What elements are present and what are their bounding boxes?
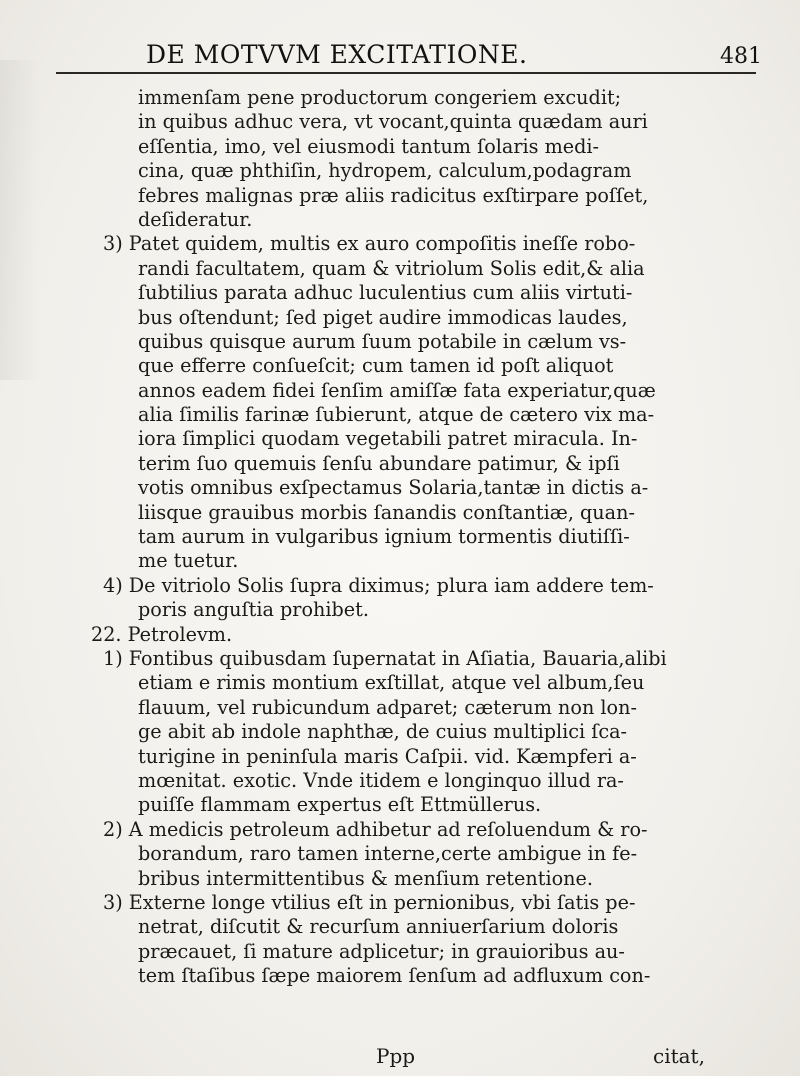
text-line: tem ſtaſibus ſæpe maiorem ſenſum ad adfluxum con- — [138, 964, 651, 988]
signature-mark: Ppp — [376, 1044, 416, 1068]
text-line: turigine in peninſula maris Caſpii. vid. Kæmpferi a- — [138, 744, 637, 768]
text-line: liisque grauibus morbis ſanandis conſtantiæ, quan- — [138, 500, 635, 524]
page-number: 481 — [720, 44, 762, 69]
text-line: randi facultatem, quam & vitriolum Solis edit,& alia — [138, 256, 645, 280]
text-line: tam aurum in vulgaribus ignium tormentis diutiſſi- — [138, 525, 630, 549]
text-line: iora ſimplici quodam vegetabili patret miracula. In- — [138, 427, 638, 451]
text-line: netrat, diſcutit & recurſum anniuerſarium doloris — [138, 915, 619, 939]
text-line: bribus intermittentibus & menſium retentione. — [138, 866, 593, 890]
text-line: ge abit ab indole naphthæ, de cuius multiplici ſca- — [138, 720, 628, 744]
text-line: 3) Patet quidem, multis ex auro compoſitis ineſſe robo- — [103, 232, 636, 256]
text-line: ſubtilius parata adhuc luculentius cum aliis virtuti- — [138, 281, 633, 305]
text-line: 4) De vitriolo Solis ſupra diximus; plura iam addere tem- — [103, 573, 654, 597]
catchword: citat, — [653, 1044, 705, 1068]
text-line: 2) A medicis petroleum adhibetur ad reſoluendum & ro- — [103, 817, 648, 841]
text-line: etiam e rimis montium exſtillat, atque vel album,ſeu — [138, 671, 645, 695]
text-line: alia ſimilis farinæ ſubierunt, atque de cætero vix ma- — [138, 403, 655, 427]
text-line: in quibus adhuc vera, vt vocant,quinta quædam auri — [138, 110, 648, 134]
body-text — [91, 86, 780, 988]
text-line: eſſentia, imo, vel eiusmodi tantum ſolaris medi- — [138, 134, 600, 158]
page-header — [146, 38, 776, 78]
text-line: cina, quæ phthiſin, hydropem, calculum,podagram — [138, 159, 632, 183]
text-line: deſideratur. — [138, 207, 253, 231]
text-line: 22. Petrolevm. — [91, 622, 233, 646]
text-line: votis omnibus exſpectamus Solaria,tantæ in dictis a- — [138, 476, 649, 500]
header-rule — [56, 72, 756, 74]
text-line: immenſam pene productorum congeriem excudit; — [138, 86, 622, 109]
text-line: annos eadem fidei ſenſim amiſſæ fata experiatur,quæ — [138, 378, 656, 402]
text-line: poris anguſtia prohibet. — [138, 598, 369, 622]
text-line: 3) Externe longe vtilius eſt in pernionibus, vbi ſatis pe- — [103, 890, 636, 914]
page-shadow — [0, 60, 40, 380]
text-line: quibus quisque aurum ſuum potabile in cælum vs- — [138, 329, 627, 353]
text-line: bus oſtendunt; ſed piget audire immodicas laudes, — [138, 305, 628, 329]
text-line: puiſſe flammam expertus eſt Ettmüllerus. — [138, 793, 542, 817]
text-line: 1) Fontibus quibusdam ſupernatat in Aſiatia, Bauaria,alibi — [103, 646, 667, 670]
text-line: terim ſuo quemuis ſenſu abundare patimur, & ipſi — [138, 451, 620, 475]
text-line: mœnitat. exotic. Vnde itidem e longinquo illud ra- — [138, 768, 624, 792]
text-line: febres malignas præ aliis radicitus exſtirpare poſſet, — [138, 183, 649, 207]
text-line: præcauet, ſi mature adplicetur; in grauioribus au- — [138, 939, 625, 963]
text-line: me tuetur. — [138, 549, 239, 573]
text-line: borandum, raro tamen interne,certe ambigue in fe- — [138, 842, 638, 866]
running-head: DE MOTVVM EXCITATIONE. — [146, 40, 528, 69]
text-line: que efferre conſueſcit; cum tamen id poſt aliquot — [138, 354, 614, 378]
text-line: flauum, vel rubicundum adparet; cæterum non lon- — [138, 695, 637, 719]
